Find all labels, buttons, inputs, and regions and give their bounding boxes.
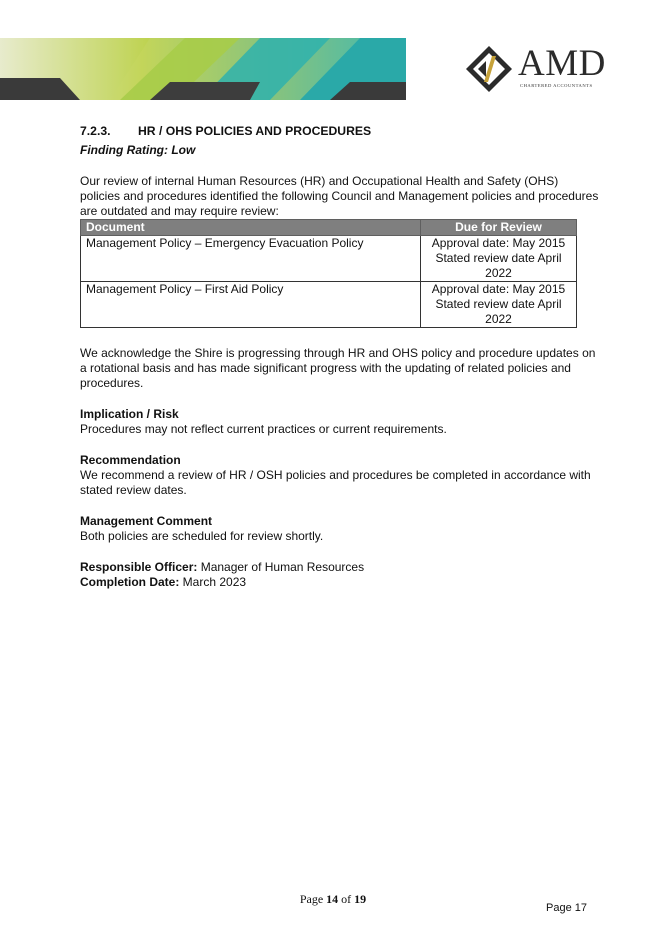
stated-review-date: Stated review date April 2022	[435, 297, 562, 326]
management-comment-text: Both policies are scheduled for review shortly.	[80, 529, 324, 543]
column-header-due: Due for Review	[421, 220, 577, 236]
recommendation-text: We recommend a review of HR / OSH policies and procedures be completed in accordance with stated review dates.	[80, 468, 591, 497]
document-cell: Management Policy – First Aid Policy	[81, 282, 421, 328]
responsible-officer-value: Manager of Human Resources	[197, 560, 365, 574]
management-comment-heading: Management Comment	[80, 514, 213, 528]
completion-date-value: March 2023	[179, 575, 247, 589]
policy-review-table	[80, 219, 577, 328]
implication-section	[80, 407, 600, 437]
implication-text: Procedures may not reflect current practices or current requirements.	[80, 422, 447, 436]
table-header-row	[81, 220, 577, 236]
page-of: of	[338, 892, 355, 906]
approval-date: Approval date: May 2015	[431, 236, 566, 250]
page-total: 19	[354, 892, 367, 906]
amd-logo-mark-icon	[466, 46, 512, 92]
finding-rating: Finding Rating: Low	[80, 143, 196, 157]
amd-logo	[466, 43, 606, 92]
table-row	[81, 236, 577, 282]
column-header-document: Document	[81, 220, 421, 236]
completion-date-label: Completion Date:	[80, 575, 180, 589]
document-body	[80, 124, 600, 590]
due-cell	[421, 282, 577, 328]
page-prefix: Page	[299, 892, 327, 906]
responsible-officer-label: Responsible Officer:	[80, 560, 198, 574]
implication-heading: Implication / Risk	[80, 407, 179, 421]
due-cell	[421, 236, 577, 282]
recommendation-heading: Recommendation	[80, 453, 181, 467]
header-banner-graphic	[0, 38, 406, 100]
logo-tagline: CHARTERED ACCOUNTANTS	[520, 83, 593, 88]
page-current: 14	[326, 892, 339, 906]
section-title: HR / OHS POLICIES AND PROCEDURES	[138, 124, 372, 138]
management-comment-section	[80, 514, 600, 544]
stated-review-date: Stated review date April 2022	[435, 251, 562, 280]
agenda-page-number: Page 17	[546, 902, 587, 914]
logo-wordmark: AMD	[518, 43, 606, 84]
acknowledge-paragraph: We acknowledge the Shire is progressing through HR and OHS policy and procedure updates on a rotational basis and has made significant progress with the updating of related policies and procedures.	[80, 346, 596, 390]
table-row	[81, 282, 577, 328]
section-heading	[80, 124, 600, 139]
responsible-officer-line	[80, 560, 600, 575]
section-number: 7.2.3.	[80, 124, 111, 138]
recommendation-section	[80, 453, 600, 498]
intro-paragraph: Our review of internal Human Resources (HR) and Occupational Health and Safety (OHS) policies and procedures identified the following Council and Management policies and procedures are outdated and may require review:	[80, 174, 599, 218]
approval-date: Approval date: May 2015	[431, 282, 566, 296]
document-cell: Management Policy – Emergency Evacuation Policy	[81, 236, 421, 282]
completion-date-line	[80, 575, 600, 590]
